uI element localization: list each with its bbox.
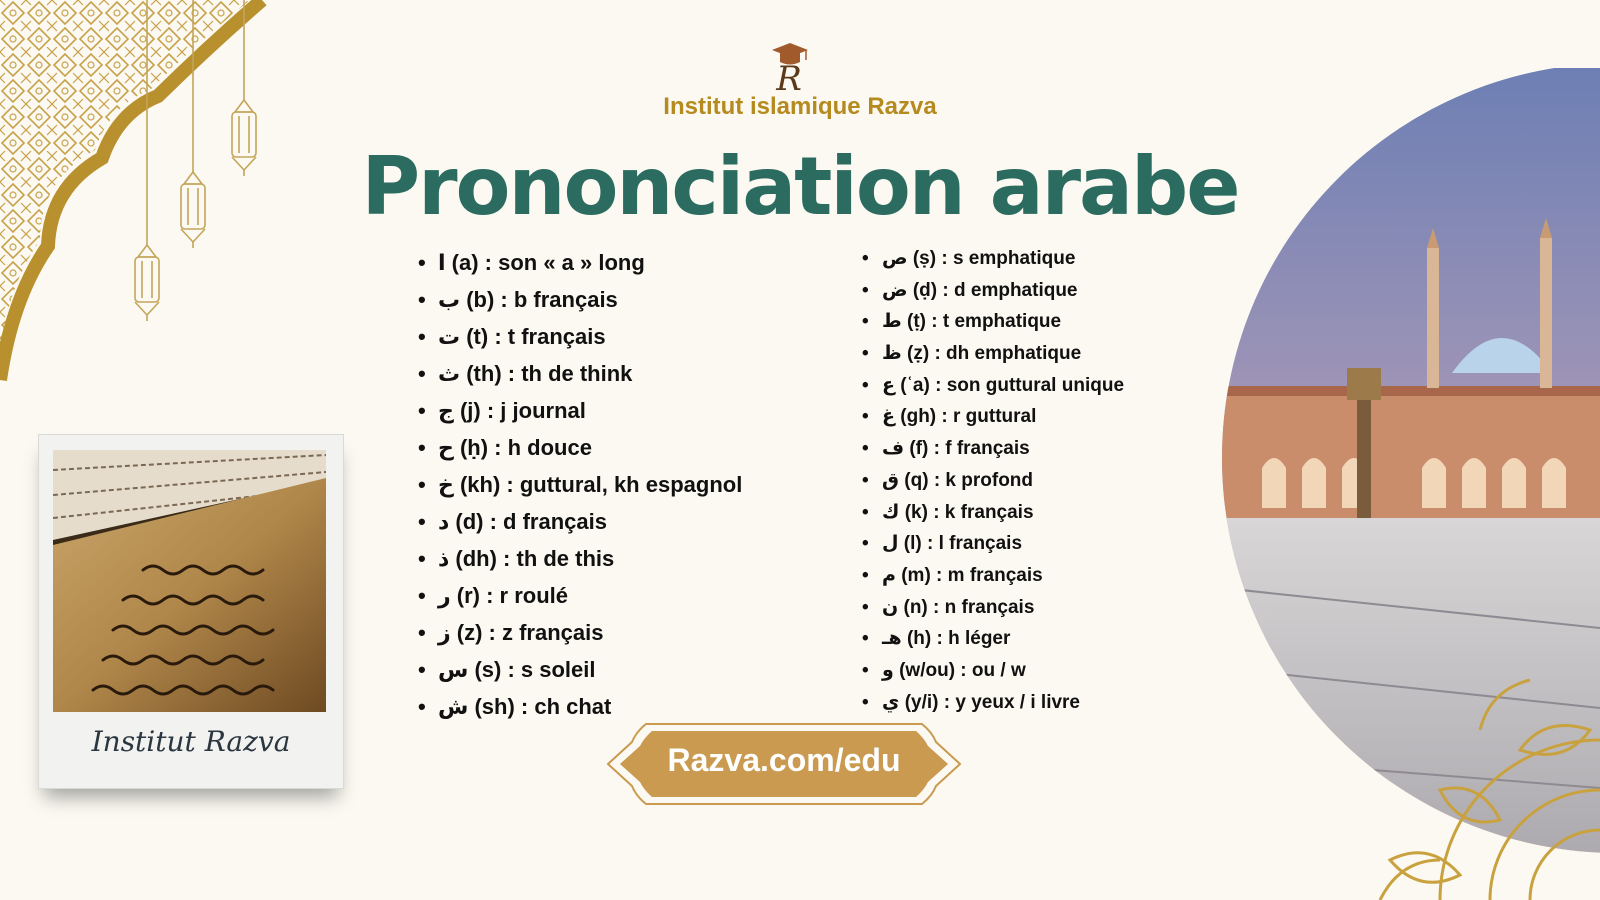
list-item: • ب (b) : b français (418, 285, 742, 322)
list-item: • ر (r) : r roulé (418, 581, 742, 618)
list-item: • ا (a) : son « a » long (418, 248, 742, 285)
letters-list-left (418, 248, 742, 729)
list-item: • ق (q) : k profond (862, 468, 1124, 500)
list-item: • س (s) : s soleil (418, 655, 742, 692)
list-item: • هـ (h) : h léger (862, 626, 1124, 658)
polaroid-frame (38, 434, 344, 789)
institute-name: Institut islamique Razva (663, 93, 937, 120)
list-item: • ي (y/i) : y yeux / i livre (862, 690, 1124, 722)
list-item: • ل (l) : l français (862, 531, 1124, 563)
list-item: • ت (t) : t français (418, 322, 742, 359)
list-item: • ث (th) : th de think (418, 359, 742, 396)
svg-text:R: R (776, 59, 802, 96)
gold-mandala-ornament (1350, 620, 1600, 900)
list-item: • د (d) : d français (418, 507, 742, 544)
list-item: • ج (j) : j journal (418, 396, 742, 433)
letters-list-right (862, 246, 1124, 721)
list-item: • غ (gh) : r guttural (862, 404, 1124, 436)
polaroid-caption: Institut Razva (91, 725, 291, 758)
list-item: • م (m) : m français (862, 563, 1124, 595)
url-badge[interactable] (606, 722, 962, 806)
list-item: • ط (ṭ) : t emphatique (862, 309, 1124, 341)
list-item: • ذ (dh) : th de this (418, 544, 742, 581)
list-item: • ض (ḍ) : d emphatique (862, 278, 1124, 310)
list-item: • ن (n) : n français (862, 595, 1124, 627)
institute-logo (760, 38, 816, 96)
page-title: Prononciation arabe (361, 140, 1239, 233)
list-item: • ظ (ẓ) : dh emphatique (862, 341, 1124, 373)
list-item: • ش (sh) : ch chat (418, 692, 742, 729)
list-item: • و (w/ou) : ou / w (862, 658, 1124, 690)
manuscript-photo (53, 450, 326, 712)
list-item: • ع (ʿa) : son guttural unique (862, 373, 1124, 405)
list-item: • ص (ṣ) : s emphatique (862, 246, 1124, 278)
list-item: • خ (kh) : guttural, kh espagnol (418, 470, 742, 507)
list-item: • ك (k) : k français (862, 500, 1124, 532)
list-item: • ف (f) : f français (862, 436, 1124, 468)
list-item: • ح (ḥ) : h douce (418, 433, 742, 470)
url-link[interactable]: Razva.com/edu (667, 742, 901, 778)
list-item: • ز (z) : z français (418, 618, 742, 655)
